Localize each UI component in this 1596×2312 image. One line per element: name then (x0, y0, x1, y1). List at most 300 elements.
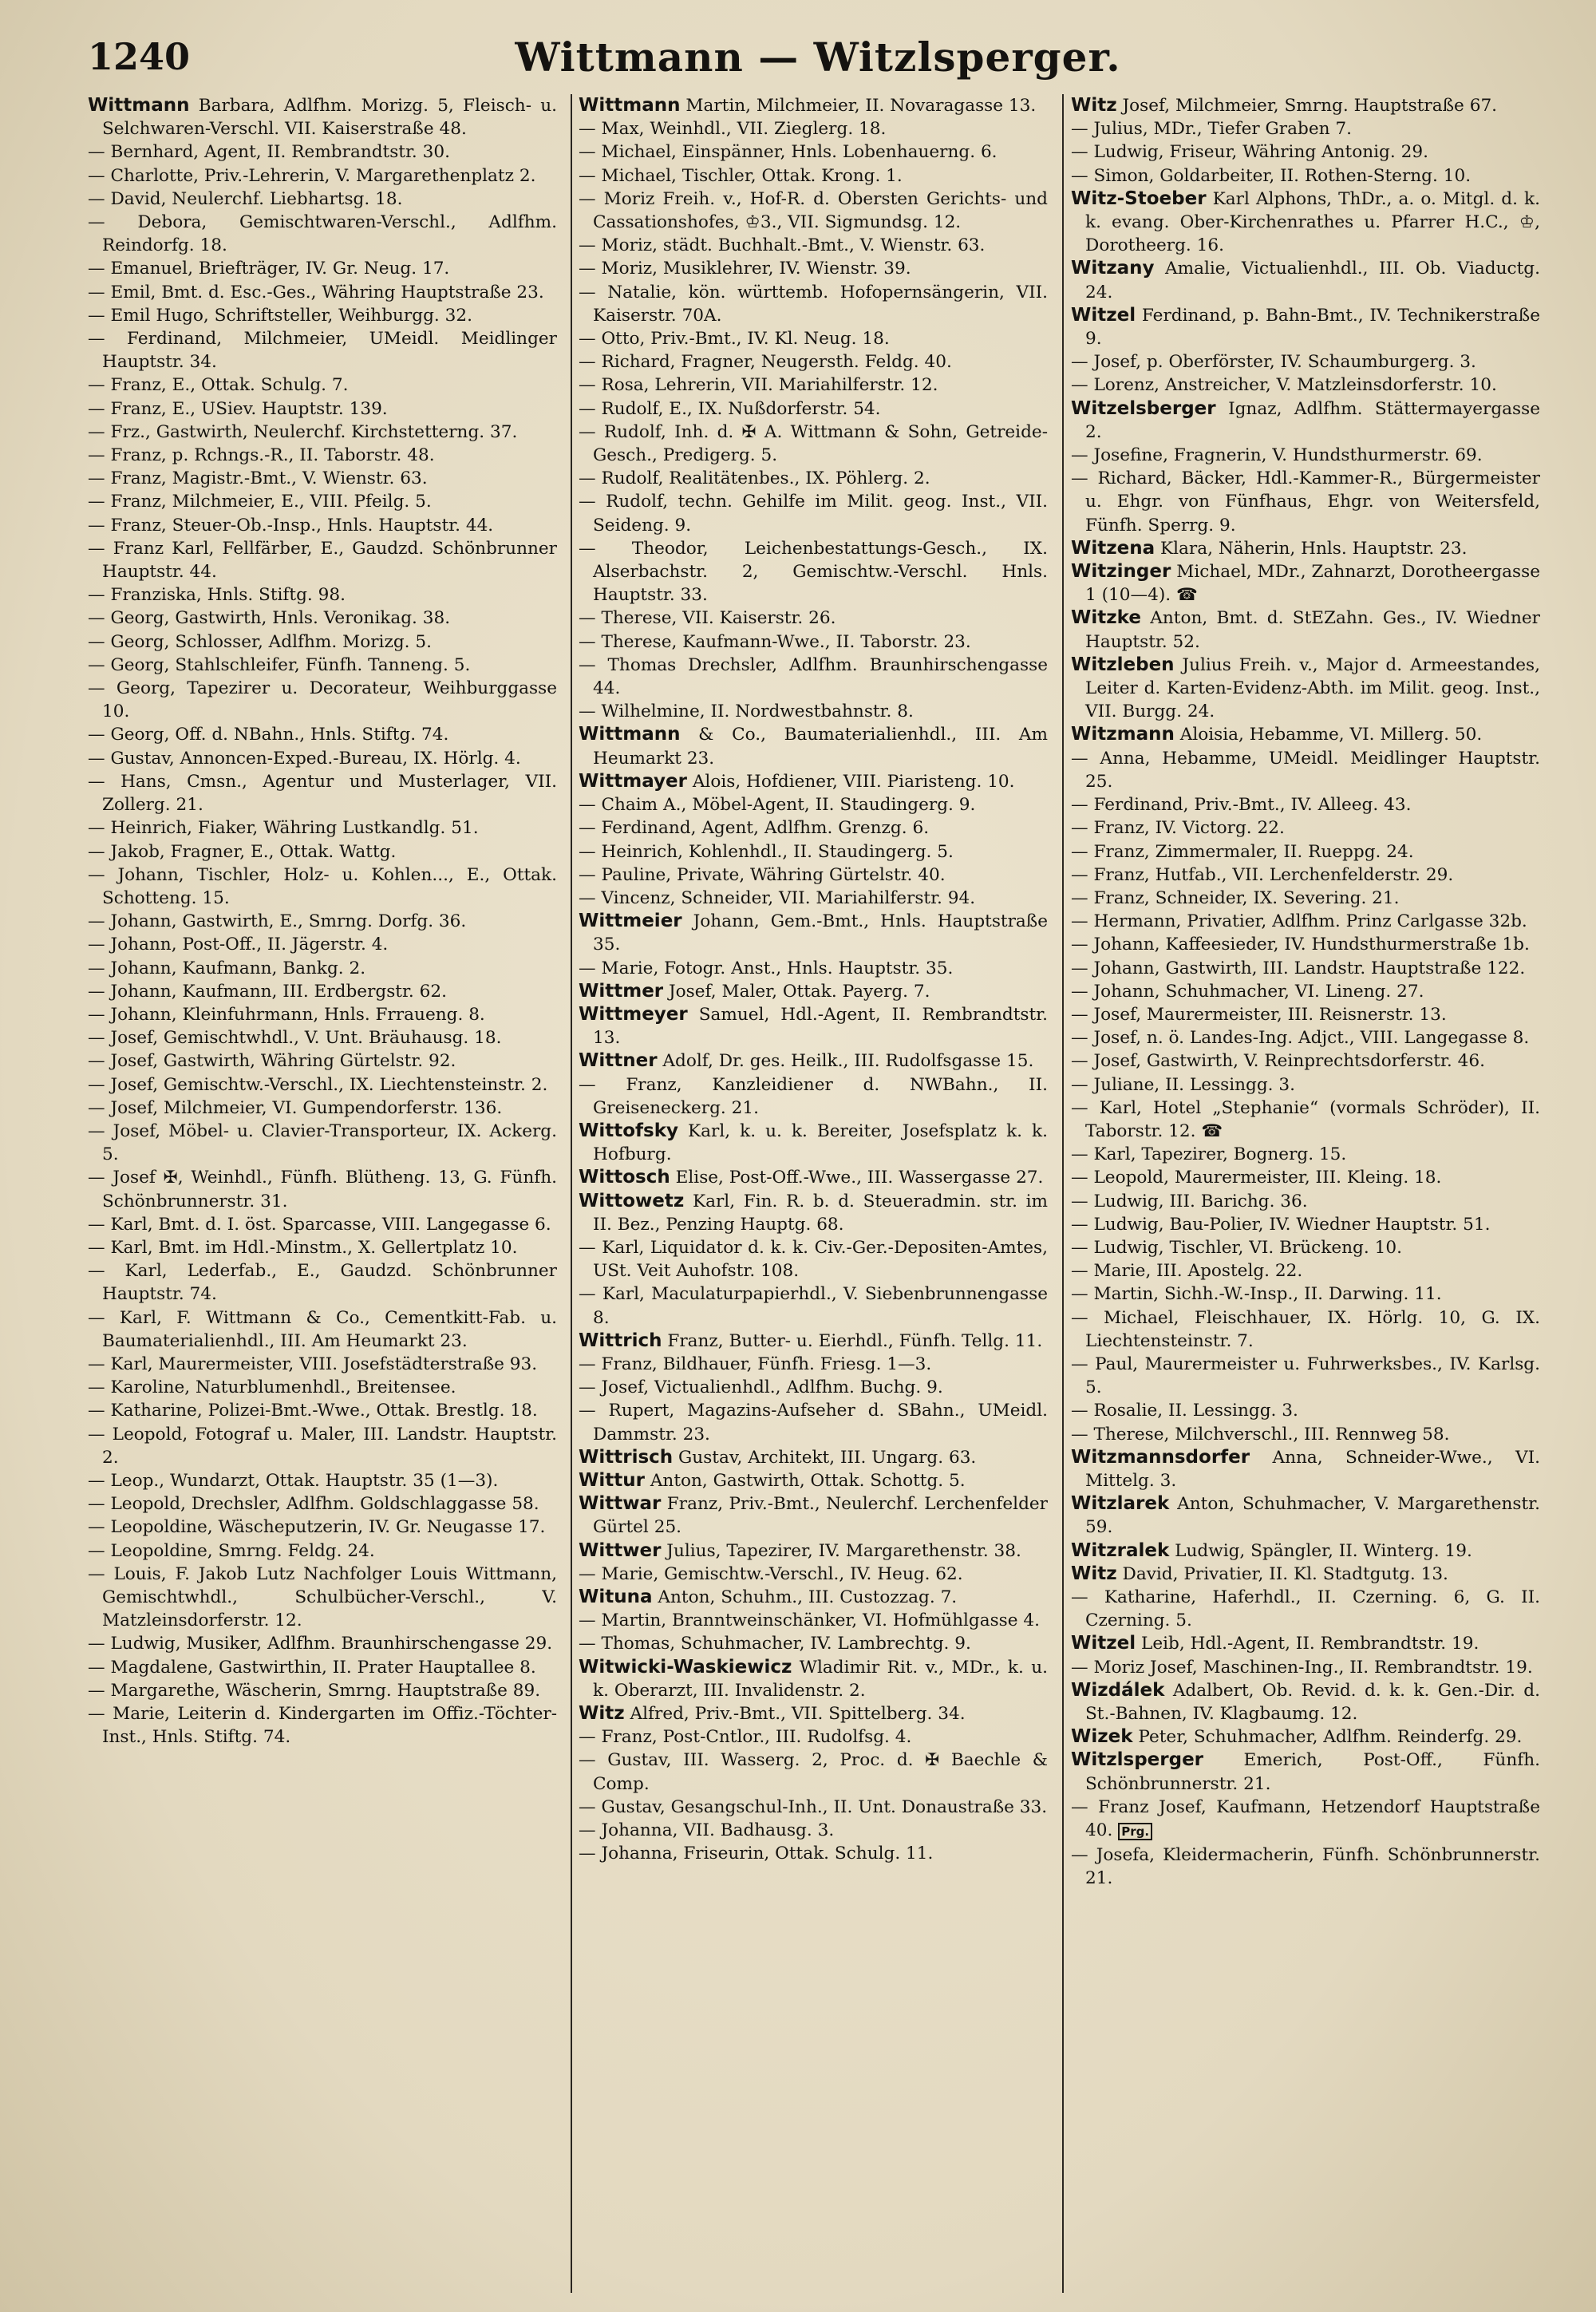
directory-entry (579, 1236, 1048, 1282)
entry-text: — Georg, Schlosser, Adlfhm. Morizg. 5. (88, 631, 432, 652)
directory-entry (88, 747, 557, 770)
directory-entry (1071, 1586, 1540, 1632)
column-1 (88, 94, 557, 2297)
entry-text: — Magdalene, Gastwirthin, II. Prater Hauptallee 8. (88, 1657, 536, 1678)
entry-surname: Witzinger (1071, 561, 1171, 583)
directory-entry (1071, 1539, 1540, 1563)
directory-entry (88, 1376, 557, 1399)
entry-text: — Leopoldine, Wäscheputzerin, IV. Gr. Neugasse 17. (88, 1517, 546, 1538)
entry-text: — Karl, F. Wittmann & Co., Cementkitt-Fab. u. Baumaterialienhdl., III. Am Heumarkt 23. (88, 1307, 557, 1351)
directory-entry (1071, 1796, 1540, 1844)
entry-text: Julius Freih. v., Major d. Armeestandes, Leiter d. Karten-Evidenz-Abth. im Milit. geog. Inst., VII. Burgg. 24. (1085, 654, 1540, 722)
entry-text: — Rudolf, Inh. d. ✠ A. Wittmann & Sohn, Getreide-Gesch., Predigerg. 5. (579, 421, 1048, 466)
entry-text: — Marie, Fotogr. Anst., Hnls. Hauptstr. 35. (579, 958, 954, 978)
entry-text: — Gustav, Gesangschul-Inh., II. Unt. Donaustraße 33. (579, 1796, 1048, 1817)
directory-entry (88, 327, 557, 373)
directory-entry (579, 1656, 1048, 1702)
entry-surname: Wittmann (579, 724, 681, 745)
directory-entry (579, 654, 1048, 700)
directory-entry (1071, 1492, 1540, 1539)
entry-text: Karl, Fin. R. b. d. Steueradmin. str. im II. Bez., Penzing Hauptg. 68. (593, 1191, 1048, 1235)
entry-text: — Leopold, Fotograf u. Maler, III. Landstr. Hauptstr. 2. (88, 1424, 557, 1468)
entry-text: — Bernhard, Agent, II. Rembrandtstr. 30. (88, 142, 451, 163)
directory-entry (88, 537, 557, 583)
entry-text: Karl, k. u. k. Bereiter, Josefsplatz k. k. Hofburg. (593, 1120, 1048, 1165)
entry-text: — Max, Weinhdl., VII. Zieglerg. 18. (579, 119, 887, 140)
directory-entry (1071, 373, 1540, 397)
entry-text: — Johann, Kleinfuhrmann, Hnls. Frraueng. 8. (88, 1004, 485, 1025)
entry-text: — Johann, Kaufmann, III. Erdbergstr. 62. (88, 981, 447, 1002)
directory-entry (88, 1423, 557, 1469)
entry-surname: Witz (579, 1703, 625, 1725)
entry-text: Amalie, Victualienhdl., III. Ob. Viaductg. 24. (1085, 259, 1540, 302)
entry-text: — Rosa, Lehrerin, VII. Mariahilferstr. 12. (579, 375, 938, 396)
entry-text: — Therese, Milchverschl., III. Rennweg 58. (1071, 1424, 1450, 1445)
entry-surname: Wittner (579, 1050, 658, 1072)
entry-text: — Johann, Schuhmacher, VI. Lineng. 27. (1071, 981, 1424, 1002)
entry-surname: Witzlarek (1071, 1493, 1170, 1515)
entry-surname: Wittrisch (579, 1446, 674, 1468)
directory-entry (1071, 933, 1540, 956)
entry-text: — Leopold, Drechsler, Adlfhm. Goldschlaggasse 58. (88, 1494, 539, 1515)
directory-entry (579, 1282, 1048, 1329)
entry-text: — Moriz Josef, Maschinen-Ing., II. Rembrandtstr. 19. (1071, 1657, 1533, 1678)
directory-entry (88, 677, 557, 723)
entry-text: — Georg, Gastwirth, Hnls. Veronikag. 38. (88, 608, 451, 629)
directory-entry (579, 840, 1048, 864)
directory-entry (1071, 140, 1540, 164)
directory-entry (579, 140, 1048, 164)
entry-text: — Ludwig, Tischler, VI. Brückeng. 10. (1071, 1237, 1402, 1258)
directory-entry (1071, 94, 1540, 117)
entry-surname: Wittmayer (579, 770, 687, 792)
entry-badge: Prg. (1118, 1823, 1152, 1840)
entry-text: — Josef, Gemischtwhdl., V. Unt. Bräuhausg. 18. (88, 1028, 502, 1049)
directory-entry (88, 1026, 557, 1049)
entry-text: — Franziska, Hnls. Stiftg. 98. (88, 585, 346, 606)
entry-text: — Josefine, Fragnerin, V. Hundsthurmerstr. 69. (1071, 445, 1483, 466)
entry-text: Anton, Bmt. d. StEZahn. Ges., IV. Wiedner Hauptstr. 52. (1085, 608, 1540, 652)
directory-entry (88, 1399, 557, 1422)
entry-surname: Wittur (579, 1469, 645, 1491)
entry-text: — Franz Karl, Fellfärber, E., Gaudzd. Schönbrunner Hauptstr. 44. (88, 538, 557, 583)
entry-text: Peter, Schuhmacher, Adlfhm. Reinderfg. 29. (1132, 1727, 1523, 1748)
directory-entry (579, 1120, 1048, 1166)
entry-text: — Debora, Gemischtwaren-Verschl., Adlfhm. Reindorfg. 18. (88, 212, 557, 256)
entry-text: — Gustav, Annoncen-Exped.-Bureau, IX. Hörlg. 4. (88, 748, 521, 769)
entry-text: — Lorenz, Anstreicher, V. Matzleinsdorferstr. 10. (1071, 375, 1497, 396)
directory-entry (1071, 887, 1540, 910)
entry-text: — Josef, Möbel- u. Clavier-Transporteur, IX. Ackerg. 5. (88, 1120, 557, 1165)
directory-entry (88, 1073, 557, 1097)
entry-surname: Wittmann (579, 95, 681, 116)
directory-entry (579, 1819, 1048, 1842)
page-number: 1240 (88, 35, 191, 78)
entry-text: — Pauline, Private, Währing Gürtelstr. 40. (579, 864, 946, 885)
entry-surname: Wizdálek (1071, 1679, 1165, 1701)
directory-entry (88, 1049, 557, 1073)
directory-entry (579, 1609, 1048, 1632)
entry-text: — Margarethe, Wäscherin, Smrng. Hauptstraße 89. (88, 1680, 541, 1701)
entry-surname: Witz (1071, 1563, 1117, 1584)
directory-entry (88, 1120, 557, 1166)
directory-entry (1071, 1049, 1540, 1073)
entry-text: Anton, Schuhm., III. Custozzag. 7. (652, 1587, 958, 1607)
directory-entry (88, 211, 557, 257)
entry-surname: Witzmann (1071, 724, 1175, 745)
directory-entry (579, 957, 1048, 980)
directory-entry (88, 1003, 557, 1026)
entry-text: Aloisia, Hebamme, VI. Millerg. 50. (1174, 725, 1483, 745)
entry-text: — Juliane, II. Lessingg. 3. (1071, 1074, 1295, 1095)
directory-entry (1071, 957, 1540, 980)
directory-entry (88, 723, 557, 746)
directory-entry (579, 887, 1048, 910)
entry-text: — Michael, Einspänner, Hnls. Lobenhauerng. 6. (579, 142, 998, 163)
entry-text: — Josef, Victualienhdl., Adlfhm. Buchg. 9. (579, 1377, 943, 1398)
directory-entry (1071, 1632, 1540, 1655)
entry-surname: Witzany (1071, 258, 1155, 279)
entry-text: — Anna, Hebamme, UMeidl. Meidlinger Hauptstr. 25. (1071, 748, 1540, 792)
directory-entry (88, 1679, 557, 1702)
directory-entry (88, 910, 557, 933)
directory-entry (88, 140, 557, 164)
directory-entry (579, 793, 1048, 816)
entry-text: — Ludwig, Musiker, Adlfhm. Braunhirschengasse 29. (88, 1634, 553, 1654)
column-3 (1071, 94, 1540, 2297)
entry-text: Josef, Maler, Ottak. Payerg. 7. (663, 981, 930, 1002)
directory-entry (1071, 1166, 1540, 1189)
entry-surname: Witzlsperger (1071, 1749, 1204, 1771)
entry-text: — Karl, Lederfab., E., Gaudzd. Schönbrunner Hauptstr. 74. (88, 1261, 557, 1305)
directory-entry (579, 1469, 1048, 1492)
entry-text: — Josef, Milchmeier, VI. Gumpendorferstr. 136. (88, 1097, 503, 1118)
entry-text: — Moriz, Musiklehrer, IV. Wienstr. 39. (579, 259, 911, 279)
entry-text: — Louis, F. Jakob Lutz Nachfolger Louis Wittmann, Gemischtwhdl., Schulbücher-Verschl., V. Matzleinsdorferstr. 12. (88, 1563, 557, 1631)
directory-entry (1071, 1259, 1540, 1282)
entry-surname: Wizek (1071, 1726, 1133, 1748)
entry-text: — Johanna, VII. Badhausg. 3. (579, 1820, 835, 1841)
directory-entry (88, 770, 557, 816)
entry-text: — Simon, Goldarbeiter, II. Rothen-Sterng. 10. (1071, 165, 1472, 186)
entry-surname: Wittwar (579, 1493, 662, 1515)
directory-entry (579, 1796, 1048, 1819)
entry-text: — Paul, Maurermeister u. Fuhrwerksbes., IV. Karlsg. 5. (1071, 1354, 1540, 1398)
entry-text: — Johann, Kaffeesieder, IV. Hundsthurmerstraße 1b. (1071, 935, 1530, 955)
directory-entry (579, 1725, 1048, 1749)
entry-surname: Witwicki-Waskiewicz (579, 1656, 792, 1678)
entry-text: — Rudolf, techn. Gehilfe im Milit. geog. Inst., VII. Seideng. 9. (579, 492, 1048, 536)
directory-entry (579, 723, 1048, 769)
directory-entry (88, 1563, 557, 1633)
entry-text: — Emil, Bmt. d. Esc.-Ges., Währing Hauptstraße 23. (88, 282, 544, 302)
entry-text: — Emanuel, Briefträger, IV. Gr. Neug. 17. (88, 259, 450, 279)
directory-entry (579, 397, 1048, 421)
directory-entry (88, 654, 557, 677)
directory-entry (579, 421, 1048, 467)
directory-entry (88, 957, 557, 980)
directory-entry (88, 281, 557, 304)
entry-text: Michael, MDr., Zahnarzt, Dorotheergasse 1 (10—4). ☎ (1085, 562, 1540, 606)
entry-surname: Witzena (1071, 537, 1156, 559)
entry-text: — Karl, Bmt. d. I. öst. Sparcasse, VIII. Langegasse 6. (88, 1214, 551, 1235)
entry-text: — Ferdinand, Priv.-Bmt., IV. Alleeg. 43. (1071, 795, 1412, 816)
directory-entry (579, 257, 1048, 280)
entry-text: Wladimir Rit. v., MDr., k. u. k. Oberarzt, III. Invalidenstr. 2. (593, 1657, 1048, 1701)
directory-entry (1071, 1749, 1540, 1795)
entry-text: — Heinrich, Kohlenhdl., II. Staudingerg. 5. (579, 841, 954, 862)
entry-surname: Witzmannsdorfer (1071, 1446, 1250, 1468)
directory-entry (579, 864, 1048, 887)
directory-entry (579, 607, 1048, 630)
entry-text: Samuel, Hdl.-Agent, II. Rembrandtstr. 13. (593, 1004, 1048, 1049)
directory-entry (1071, 607, 1540, 653)
entry-surname: Wittosch (579, 1167, 670, 1188)
entry-surname: Witzralek (1071, 1539, 1170, 1561)
directory-entry (88, 1469, 557, 1492)
entry-text: — Josef, p. Oberförster, IV. Schaumburgerg. 3. (1071, 352, 1476, 373)
entry-text: — Franz, Schneider, IX. Severing. 21. (1071, 887, 1400, 908)
entry-text: — Josef, n. ö. Landes-Ing. Adjct., VIII. Langegasse 8. (1071, 1028, 1530, 1049)
entry-text: — Georg, Off. d. NBahn., Hnls. Stiftg. 74. (88, 725, 449, 745)
directory-entry (579, 1003, 1048, 1049)
entry-text: — Georg, Stahlschleifer, Fünfh. Tanneng. 5. (88, 654, 471, 675)
directory-entry (1071, 560, 1540, 607)
directory-entry (1071, 864, 1540, 887)
entry-text: — Hans, Cmsn., Agentur und Musterlager, VII. Zollerg. 21. (88, 771, 557, 816)
directory-entry (88, 1539, 557, 1563)
directory-entry (1071, 1236, 1540, 1259)
entry-text: — Johanna, Friseurin, Ottak. Schulg. 11. (579, 1844, 934, 1864)
entry-text: Franz, Butter- u. Eierhdl., Fünfh. Tellg. 11. (662, 1330, 1043, 1351)
directory-entry (88, 816, 557, 840)
entry-text: Franz, Priv.-Bmt., Neulerchf. Lerchenfelder Gürtel 25. (593, 1494, 1048, 1538)
entry-text: — Franz, Zimmermaler, II. Rueppg. 24. (1071, 841, 1414, 862)
directory-entry (579, 1330, 1048, 1353)
entry-text: Ludwig, Spängler, II. Winterg. 19. (1169, 1540, 1472, 1561)
entry-text: Klara, Näherin, Hnls. Hauptstr. 23. (1155, 538, 1468, 559)
entry-surname: Witzleben (1071, 654, 1175, 675)
entry-text: — Franz, E., Ottak. Schulg. 7. (88, 375, 349, 396)
directory-entry (1071, 1282, 1540, 1306)
directory-entry (88, 467, 557, 490)
entry-text: Adolf, Dr. ges. Heilk., III. Rudolfsgasse 15. (657, 1051, 1034, 1072)
directory-entry (579, 373, 1048, 397)
directory-entry (88, 514, 557, 537)
entry-text: — Karoline, Naturblumenhdl., Breitensee. (88, 1377, 456, 1398)
directory-entry (1071, 1679, 1540, 1725)
entry-text: — Marie, III. Apostelg. 22. (1071, 1261, 1303, 1282)
entry-text: Josef, Milchmeier, Smrng. Hauptstraße 67. (1116, 96, 1498, 116)
entry-text: — Ferdinand, Milchmeier, UMeidl. Meidlinger Hauptstr. 34. (88, 329, 557, 373)
entry-text: Ignaz, Adlfhm. Stättermayergasse 2. (1085, 398, 1540, 442)
directory-entry (88, 444, 557, 467)
entry-text: Julius, Tapezirer, IV. Margarethenstr. 38. (661, 1540, 1021, 1561)
directory-entry (88, 1632, 557, 1655)
entry-text: — Josef, Gemischtw.-Verschl., IX. Liechtensteinstr. 2. (88, 1074, 548, 1095)
directory-entry (1071, 793, 1540, 816)
entry-text: Ferdinand, p. Bahn-Bmt., IV. Technikerstraße 9. (1085, 305, 1540, 350)
directory-entry (579, 467, 1048, 490)
directory-entry (579, 117, 1048, 140)
directory-entry (1071, 397, 1540, 444)
entry-surname: Wittmeier (579, 911, 682, 932)
directory-entry (88, 933, 557, 956)
entry-text: — Martin, Sichh.-W.-Insp., II. Darwing. 11. (1071, 1284, 1442, 1305)
entry-surname: Witzke (1071, 607, 1141, 629)
directory-entry (88, 397, 557, 421)
entry-surname: Wittmeyer (579, 1003, 688, 1025)
directory-entry (88, 864, 557, 910)
entry-text: — Josef, Maurermeister, III. Reisnerstr. 13. (1071, 1004, 1447, 1025)
directory-entry (579, 350, 1048, 373)
entry-text: — Marie, Gemischtw.-Verschl., IV. Heug. 62. (579, 1563, 963, 1584)
directory-entry (579, 327, 1048, 350)
entry-text: — Franz, IV. Victorg. 22. (1071, 818, 1285, 839)
entry-text: — Jakob, Fragner, E., Ottak. Wattg. (88, 841, 397, 862)
entry-text: — Martin, Branntweinschänker, VI. Hofmühlgasse 4. (579, 1610, 1041, 1631)
directory-entry (88, 630, 557, 654)
directory-entry (579, 1353, 1048, 1376)
directory-entry (1071, 1844, 1540, 1890)
directory-entry (579, 94, 1048, 117)
directory-entry (1071, 444, 1540, 467)
directory-entry (88, 840, 557, 864)
directory-entry (1071, 1563, 1540, 1586)
directory-entry (1071, 1446, 1540, 1492)
directory-entry (579, 816, 1048, 840)
entry-text: Adalbert, Ob. Revid. d. k. k. Gen.-Dir. d. St.-Bahnen, IV. Klagbaumg. 12. (1085, 1680, 1540, 1725)
directory-entry (1071, 816, 1540, 840)
entry-text: — Therese, VII. Kaiserstr. 26. (579, 608, 836, 629)
entry-text: — Michael, Tischler, Ottak. Krong. 1. (579, 165, 903, 186)
entry-text: — David, Neulerchf. Liebhartsg. 18. (88, 188, 403, 209)
directory-entry (579, 1632, 1048, 1655)
directory-entry (579, 980, 1048, 1003)
entry-surname: Witz-Stoeber (1071, 188, 1207, 209)
entry-text: — Hermann, Privatier, Adlfhm. Prinz Carlgasse 32b. (1071, 911, 1527, 932)
directory-entry (579, 1842, 1048, 1865)
directory-entry (579, 1190, 1048, 1236)
directory-entry (579, 234, 1048, 257)
page-header (88, 30, 1548, 94)
entry-text: — Josefa, Kleidermacherin, Fünfh. Schönbrunnerstr. 21. (1071, 1845, 1540, 1889)
entry-text: — Leopold, Maurermeister, III. Kleing. 18. (1071, 1168, 1442, 1188)
directory-entry (1071, 723, 1540, 746)
entry-text: Elise, Post-Off.-Wwe., III. Wassergasse 27. (670, 1168, 1044, 1188)
entry-surname: Wittofsky (579, 1120, 679, 1141)
directory-entry (1071, 188, 1540, 258)
entry-text: — Franz, Hutfab., VII. Lerchenfelderstr. 29. (1071, 864, 1454, 885)
entry-text: — Franz, Kanzleidiener d. NWBahn., II. Greiseneckerg. 21. (579, 1074, 1048, 1118)
directory-entry (88, 1259, 557, 1306)
entry-text: — Ludwig, Bau-Polier, IV. Wiedner Hauptstr. 51. (1071, 1214, 1491, 1235)
directory-entry (579, 281, 1048, 327)
directory-entry (1071, 1143, 1540, 1166)
entry-text: — Franz, Magistr.-Bmt., V. Wienstr. 63. (88, 468, 428, 489)
directory-entry (579, 164, 1048, 188)
entry-text: — Moriz, städt. Buchhalt.-Bmt., V. Wienstr. 63. (579, 235, 986, 256)
entry-surname: Wituna (579, 1587, 653, 1607)
entry-text: — Franz, Milchmeier, E., VIII. Pfeilg. 5. (88, 492, 432, 512)
entry-text: — Karl, Maculaturpapierhdl., V. Siebenbrunnengasse 8. (579, 1284, 1048, 1328)
directory-entry (1071, 1213, 1540, 1236)
entry-text: Anna, Schneider-Wwe., VI. Mittelg. 3. (1085, 1447, 1540, 1491)
entry-text: — Gustav, III. Wasserg. 2, Proc. d. ✠ Baechle & Comp. (579, 1750, 1048, 1794)
directory-entry (1071, 304, 1540, 350)
entry-text: — Julius, MDr., Tiefer Graben 7. (1071, 119, 1352, 140)
entry-text: — Katharine, Haferhdl., II. Czerning. 6, G. II. Czerning. 5. (1071, 1587, 1540, 1631)
entry-text: Leib, Hdl.-Agent, II. Rembrandtstr. 19. (1136, 1634, 1479, 1654)
entry-text: Emerich, Post-Off., Fünfh. Schönbrunnerstr. 21. (1085, 1750, 1540, 1794)
entry-text: — Ludwig, Friseur, Währing Antonig. 29. (1071, 142, 1428, 163)
directory-entry (579, 188, 1048, 234)
entry-text: — Josef ✠, Weinhdl., Fünfh. Blütheng. 13, G. Fünfh. Schönbrunnerstr. 31. (88, 1168, 557, 1211)
directory-entry (88, 257, 557, 280)
directory-entry (88, 583, 557, 607)
directory-entry (579, 1749, 1048, 1795)
entry-text: — Rupert, Magazins-Aufseher d. SBahn., UMeidl. Dammstr. 23. (579, 1401, 1048, 1445)
entry-text: — Thomas Drechsler, Adlfhm. Braunhirschengasse 44. (579, 654, 1048, 699)
directory-entry (88, 373, 557, 397)
directory-entry (1071, 1399, 1540, 1422)
directory-entry (88, 1492, 557, 1516)
entry-text: Anton, Schuhmacher, V. Margarethenstr. 59. (1085, 1494, 1540, 1538)
entry-text: — Johann, Gastwirth, E., Smrng. Dorfg. 36. (88, 911, 467, 932)
entry-text: — Chaim A., Möbel-Agent, II. Staudingerg. 9. (579, 795, 976, 816)
directory-entry (88, 188, 557, 211)
directory-entry (1071, 910, 1540, 933)
entry-text: — Otto, Priv.-Bmt., IV. Kl. Neug. 18. (579, 329, 890, 350)
directory-entry (579, 910, 1048, 956)
directory-entry (88, 1306, 557, 1353)
entry-text: — Franz, Post-Cntlor., III. Rudolfsg. 4. (579, 1727, 912, 1748)
directory-entry (579, 1073, 1048, 1120)
directory-entry (1071, 350, 1540, 373)
entry-text: — Ferdinand, Agent, Adlfhm. Grenzg. 6. (579, 818, 930, 839)
entry-text: — Thomas, Schuhmacher, IV. Lambrechtg. 9. (579, 1634, 971, 1654)
entry-surname: Wittrich (579, 1330, 662, 1351)
directory-entry (88, 490, 557, 513)
directory-entry (88, 421, 557, 444)
entry-text: David, Privatier, II. Kl. Stadtgutg. 13. (1116, 1563, 1448, 1584)
entry-text: — Josef, Gastwirth, V. Reinprechtsdorferstr. 46. (1071, 1051, 1485, 1072)
entry-text: — Heinrich, Fiaker, Währing Lustkandlg. 51. (88, 818, 479, 839)
entry-text: — Karl, Bmt. im Hdl.-Minstm., X. Gellertplatz 10. (88, 1237, 518, 1258)
directory-entry (579, 1492, 1048, 1539)
directory-entry (1071, 747, 1540, 793)
entry-text: — Franz, E., USiev. Hauptstr. 139. (88, 398, 388, 419)
entry-text: — Franz Josef, Kaufmann, Hetzendorf Hauptstraße 40. (1071, 1796, 1540, 1841)
directory-entry (1071, 1353, 1540, 1399)
entry-text: — Charlotte, Priv.-Lehrerin, V. Margarethenplatz 2. (88, 165, 536, 186)
entry-text: Alois, Hofdiener, VIII. Piaristeng. 10. (686, 771, 1015, 792)
directory-entry (1071, 257, 1540, 303)
directory-entry (1071, 467, 1540, 537)
entry-surname: Wittmer (579, 980, 664, 1002)
directory-entry (88, 304, 557, 327)
entry-text: — Rosalie, II. Lessingg. 3. (1071, 1401, 1298, 1421)
entry-surname: Witz (1071, 95, 1117, 116)
directory-entry (1071, 1073, 1540, 1097)
entry-text: Johann, Gem.-Bmt., Hnls. Hauptstraße 35. (593, 911, 1048, 955)
directory-entry (579, 1446, 1048, 1469)
directory-entry (579, 700, 1048, 723)
entry-text: — Vincenz, Schneider, VII. Mariahilferstr. 94. (579, 887, 976, 908)
entry-text: — Franz, Bildhauer, Fünfh. Friesg. 1—3. (579, 1354, 932, 1374)
entry-text: — Frz., Gastwirth, Neulerchf. Kirchstetterng. 37. (88, 421, 518, 442)
entry-surname: Witzel (1071, 1633, 1136, 1654)
